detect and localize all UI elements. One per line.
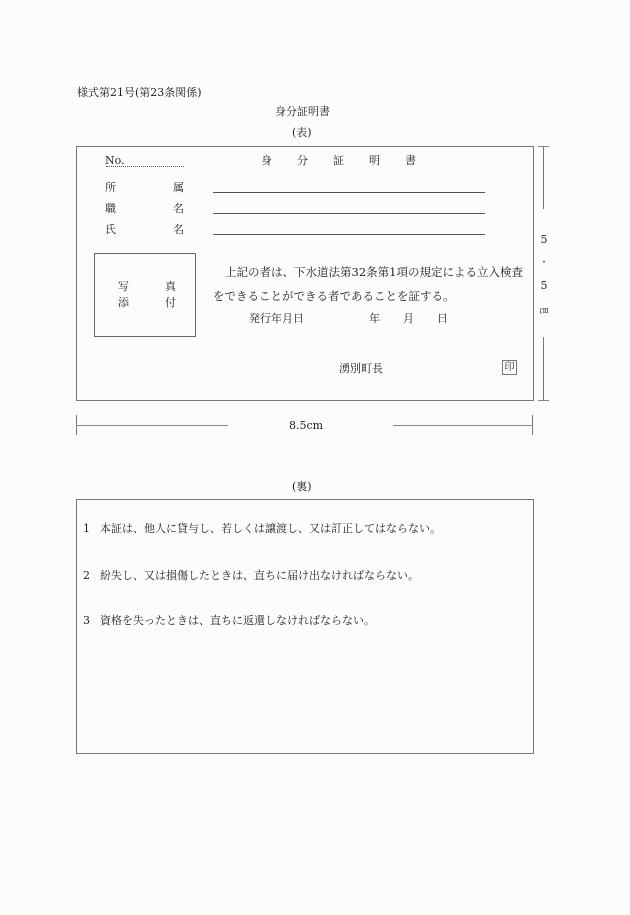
issue-date-month: 月 [403, 312, 414, 325]
rule-text: 本証は、他人に貸与し、若しくは譲渡し、又は訂正してはならない。 [100, 522, 441, 535]
width-label: 8.5cm [289, 419, 324, 432]
card-title-char: 分 [297, 154, 308, 167]
photo-placeholder [94, 253, 196, 337]
dimension-line [543, 146, 544, 209]
back-card [76, 499, 534, 754]
field-label-affiliation-right: 属 [173, 181, 184, 194]
rule-number: 1 [83, 522, 90, 535]
statement-line-2: をできることができる者であることを証する。 [213, 289, 455, 303]
issue-date-day: 日 [437, 312, 448, 325]
seal-icon: 印 [502, 360, 517, 375]
rule-number: 3 [83, 614, 90, 627]
affiliation-field[interactable] [213, 192, 485, 193]
dimension-tick [538, 400, 549, 401]
card-title-char: 身 [261, 154, 272, 167]
photo-char: 付 [165, 296, 176, 309]
issuer: 湧別町長 [339, 362, 383, 375]
dimension-line [543, 337, 544, 400]
card-title-char: 明 [369, 154, 380, 167]
dimension-tick [532, 415, 533, 435]
dimension-line [76, 425, 228, 426]
height-char: ㎝ [539, 306, 549, 316]
dimension-line [393, 425, 533, 426]
front-card [76, 146, 534, 401]
position-field[interactable] [213, 213, 485, 214]
name-field[interactable] [213, 234, 485, 235]
photo-char: 添 [118, 296, 129, 309]
height-char: 5 [540, 233, 548, 246]
rule-text: 資格を失ったときは、直ちに返還しなければならない。 [100, 614, 375, 627]
height-char: 5 [540, 279, 548, 292]
no-label: No. [105, 154, 125, 167]
front-side-label: (表) [292, 126, 312, 139]
no-field[interactable] [106, 166, 184, 167]
statement-line-1: 上記の者は、下水道法第32条第1項の規定による立入検査 [225, 265, 523, 279]
card-title-char: 証 [333, 154, 344, 167]
field-label-position-right: 名 [173, 202, 184, 215]
form-number: 様式第21号(第23条関係) [77, 86, 202, 99]
height-char: ・ [539, 258, 549, 268]
rule-number: 2 [83, 569, 90, 582]
field-label-affiliation-left: 所 [105, 181, 116, 194]
photo-char: 真 [165, 280, 176, 293]
field-label-position-left: 職 [105, 202, 116, 215]
card-title-char: 書 [405, 154, 416, 167]
document-title: 身分証明書 [275, 105, 330, 118]
rule-text: 紛失し、又は損傷したときは、直ちに届け出なければならない。 [100, 569, 419, 582]
field-label-name-right: 名 [173, 223, 184, 236]
issue-date-year: 年 [369, 312, 380, 325]
back-side-label: (裏) [292, 480, 312, 493]
issue-date-label: 発行年月日 [249, 312, 304, 325]
photo-char: 写 [118, 280, 129, 293]
field-label-name-left: 氏 [105, 223, 116, 236]
